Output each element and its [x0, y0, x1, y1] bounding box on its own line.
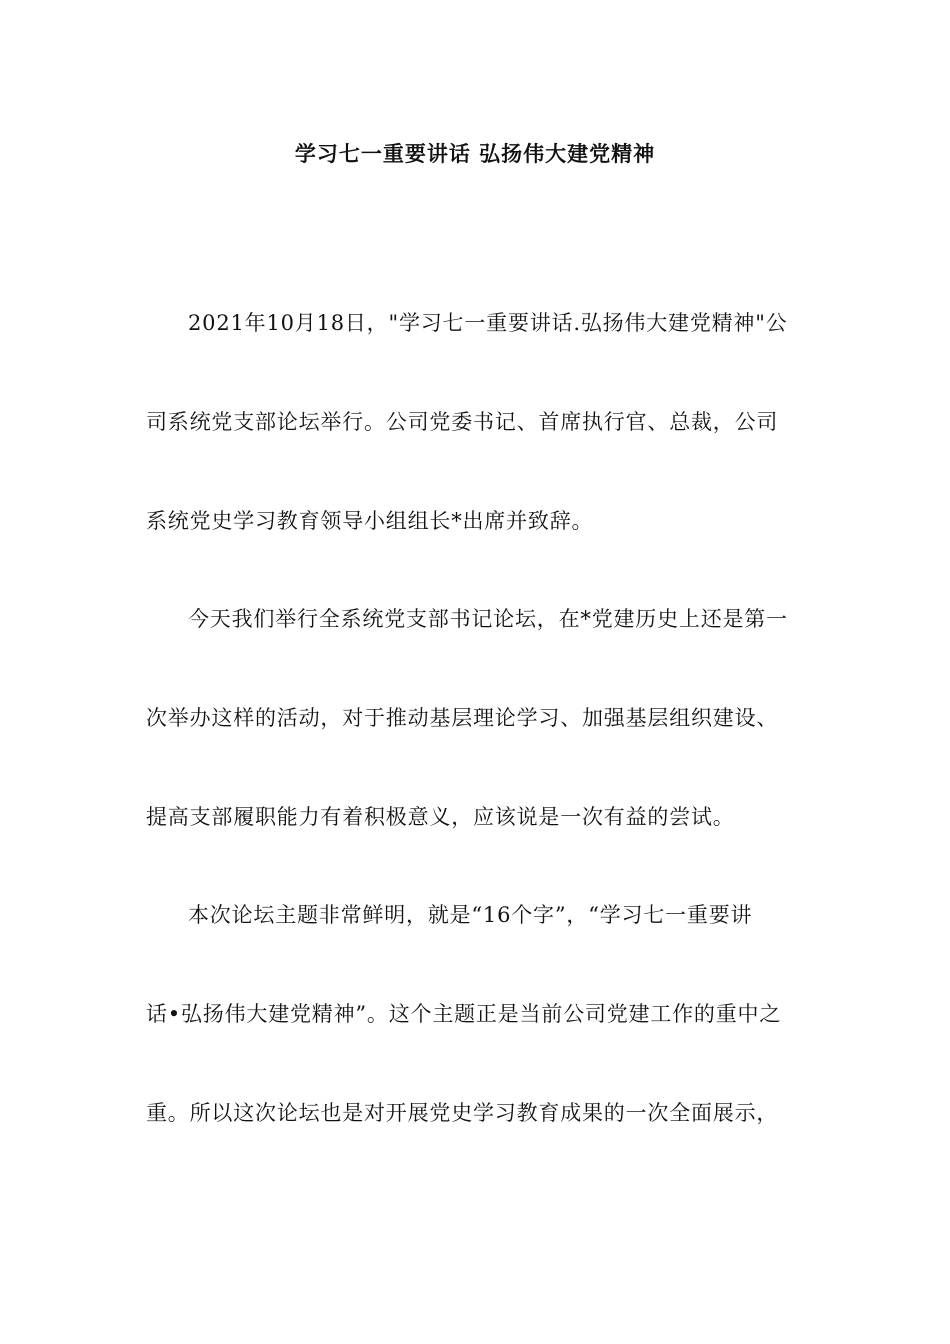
paragraph-1-line-3: 系统党史学习教育领导小组组长*出席并致辞。 [146, 509, 594, 533]
paragraph-1-line-1: 2021年10月18日，"学习七一重要讲话.弘扬伟大建党精神"公 [188, 311, 788, 335]
paragraph-2-line-3: 提高支部履职能力有着积极意义，应该说是一次有益的尝试。 [146, 805, 735, 829]
paragraph-3-line-3: 重。所以这次论坛也是对开展党史学习教育成果的一次全面展示， [146, 1101, 779, 1125]
paragraph-3-line-1: 本次论坛主题非常鲜明，就是“16个字”，“学习七一重要讲 [188, 903, 753, 927]
paragraph-1-line-2: 司系统党支部论坛举行。公司党委书记、首席执行官、总裁，公司 [146, 410, 779, 434]
paragraph-2-line-1: 今天我们举行全系统党支部书记论坛，在*党建历史上还是第一 [188, 607, 788, 631]
paragraph-2-line-2: 次举办这样的活动，对于推动基层理论学习、加强基层组织建设、 [146, 706, 779, 730]
paragraph-3-line-2: 话•弘扬伟大建党精神”。这个主题正是当前公司党建工作的重中之 [146, 1002, 782, 1026]
document-title: 学习七一重要讲话 弘扬伟大建党精神 [294, 141, 656, 166]
